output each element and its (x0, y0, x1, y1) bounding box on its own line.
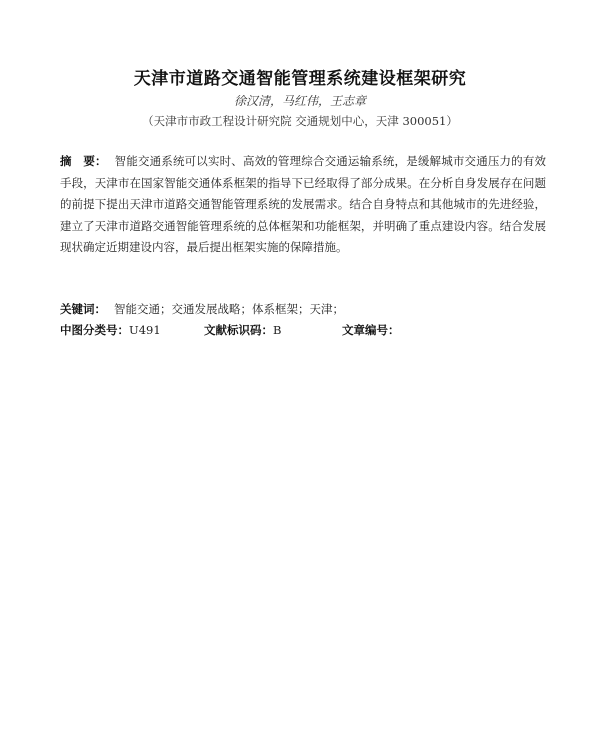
doc-code-label: 文献标识码： (204, 323, 273, 337)
keywords-text: 智能交通；交通发展战略；体系框架；天津； (114, 302, 344, 316)
paper-authors: 徐汉清，马红伟，王志章 (233, 94, 366, 108)
doc-code-field (204, 322, 281, 338)
abstract-section (60, 151, 546, 259)
paper-affiliation: （天津市市政工程设计研究院 交通规划中心，天津 300051） (142, 114, 458, 128)
clc-field (60, 322, 161, 338)
keywords-label: 关键词： (60, 302, 106, 316)
clc-value: U491 (129, 323, 161, 337)
clc-label: 中图分类号： (60, 323, 129, 337)
abstract-label: 摘 要： (60, 154, 107, 168)
paper-title: 天津市道路交通智能管理系统建设框架研究 (133, 69, 467, 89)
article-no-label: 文章编号： (342, 323, 400, 337)
keywords-section (60, 301, 546, 317)
doc-code-value: B (273, 323, 282, 337)
abstract-text: 智能交通系统可以实时、高效的管理综合交通运输系统，是缓解城市交通压力的有效手段，天津市在国家智能交通体系框架的指导下已经取得了部分成果。在分析自身发展存在问题的前提下提出天津市道路交通智能管理系统的发展需求。结合自身特点和其他城市的先进经验，建立了天津市道路交通智能管理系统的总体框架和功能框架，并明确了重点建设内容。结合发展现状确定近期建设内容，最后提出框架实施的保障措施。 (60, 154, 547, 254)
article-no-field (342, 322, 400, 338)
